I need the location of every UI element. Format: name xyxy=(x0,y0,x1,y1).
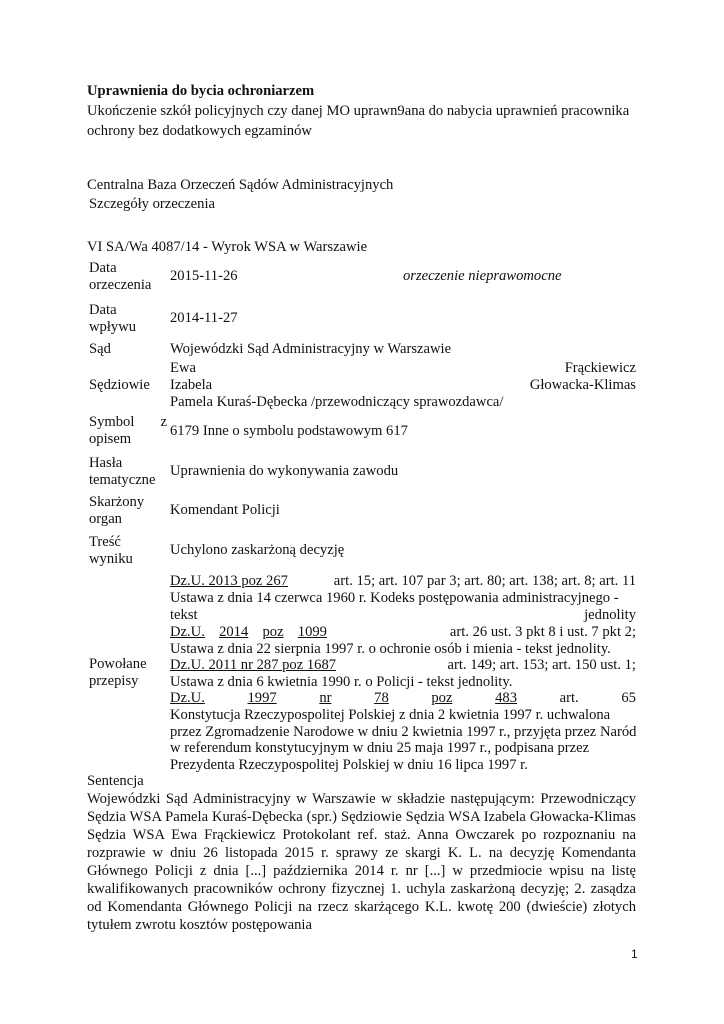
label-line: opisem xyxy=(89,431,132,447)
link-part[interactable]: Dz.U. xyxy=(170,624,205,640)
regulation-text: Prezydenta Rzeczypospolitej Polskiej w dniu 16 lipca 1997 r. xyxy=(170,757,528,773)
judge-last-name: Frąckiewicz xyxy=(564,360,636,376)
section-heading: Szczegóły orzeczenia xyxy=(89,196,215,212)
label-sedziowie: Sędziowie xyxy=(89,377,150,393)
regulation-text: przez Zgromadzenie Narodowe w dniu 2 kwietnia 1997 r., przyjęta przez Naród xyxy=(170,724,637,740)
link-part[interactable]: nr xyxy=(319,690,332,706)
value-data-wplywu: 2014-11-27 xyxy=(170,310,238,326)
regulation-articles: art. 26 ust. 3 pkt 8 i ust. 7 pkt 2; xyxy=(449,624,636,640)
regulation-row-2 xyxy=(170,624,636,641)
judge-first-name: Izabela xyxy=(170,377,213,393)
label-data-wplywu xyxy=(89,302,136,336)
regulation-link[interactable] xyxy=(170,624,327,641)
regulation-row-3 xyxy=(170,657,636,674)
judge-last-name: Głowacka-Klimas xyxy=(529,377,636,393)
regulation-link[interactable]: Dz.U. 2011 nr 287 poz 1687 xyxy=(170,657,337,673)
regulation-text: w referendum konstytucyjnym w dniu 25 maja 1997 r., podpisana przez xyxy=(170,740,590,756)
label-line: Treść xyxy=(89,534,121,550)
regulation-row xyxy=(170,607,636,624)
regulation-text: Ustawa z dnia 22 sierpnia 1997 r. o ochronie osób i mienia - tekst jednolity. xyxy=(170,641,611,657)
value-wynik: Uchylono zaskarżoną decyzję xyxy=(170,542,345,558)
link-part[interactable]: 1997 xyxy=(247,690,277,706)
value-symbol: 6179 Inne o symbolu podstawowym 617 xyxy=(170,423,408,439)
label-line: orzeczenia xyxy=(89,277,152,293)
link-part[interactable]: 2014 xyxy=(219,624,249,640)
regulation-word: jednolity xyxy=(584,607,636,623)
regulation-word: 65 xyxy=(621,690,636,706)
link-part[interactable]: poz xyxy=(262,624,284,640)
label-line: Hasła xyxy=(89,455,123,471)
label-line: Powołane xyxy=(89,656,147,672)
regulation-word: tekst xyxy=(170,607,198,623)
label-data-orzeczenia xyxy=(89,260,151,294)
regulation-text: Konstytucja Rzeczypospolitej Polskiej z dnia 2 kwietnia 1997 r. uchwalona xyxy=(170,707,611,723)
regulation-text: Ustawa z dnia 6 kwietnia 1990 r. o Policji - tekst jednolity. xyxy=(170,674,513,690)
judge-row-2 xyxy=(170,377,636,394)
link-part[interactable]: 1099 xyxy=(297,624,327,640)
judge-row-1 xyxy=(170,360,636,377)
source-name: Centralna Baza Orzeczeń Sądów Administracyjnych xyxy=(87,177,394,193)
label-sad: Sąd xyxy=(89,341,111,357)
link-part[interactable]: 483 xyxy=(495,690,517,706)
label-przepisy xyxy=(89,656,147,690)
sentencja-heading: Sentencja xyxy=(87,773,144,789)
label-line: tematyczne xyxy=(89,472,156,488)
label-line: wpływu xyxy=(89,319,137,335)
label-line: wyniku xyxy=(89,551,133,567)
value-sad: Wojewódzki Sąd Administracyjny w Warszawie xyxy=(170,341,452,357)
link-part[interactable]: 78 xyxy=(374,690,389,706)
regulation-articles: art. 149; art. 153; art. 150 ust. 1; xyxy=(447,657,636,673)
document-subtitle-line2: ochrony bez dodatkowych egzaminów xyxy=(87,123,312,139)
regulation-text: Ustawa z dnia 14 czerwca 1960 r. Kodeks postępowania administracyjnego - xyxy=(170,590,619,606)
label-line: organ xyxy=(89,511,122,527)
judge-first-name: Ewa xyxy=(170,360,196,376)
label-symbol xyxy=(89,414,167,448)
value-hasla: Uprawnienia do wykonywania zawodu xyxy=(170,463,399,479)
status-badge: orzeczenie nieprawomocne xyxy=(403,268,562,284)
case-title: VI SA/Wa 4087/14 - Wyrok WSA w Warszawie xyxy=(87,239,368,255)
regulation-row-4 xyxy=(170,690,636,707)
regulation-articles: art. 15; art. 107 par 3; art. 80; art. 138; art. 8; art. 11 xyxy=(333,573,636,589)
label-line: z xyxy=(160,414,167,430)
document-subtitle-line1: Ukończenie szkół policyjnych czy danej MO uprawn9ana do nabycia uprawnień pracownika xyxy=(87,103,630,119)
page-number: 1 xyxy=(631,947,638,961)
document-title: Uprawnienia do bycia ochroniarzem xyxy=(87,83,315,99)
regulation-row-1 xyxy=(170,573,636,590)
regulation-link[interactable]: Dz.U. 2013 poz 267 xyxy=(170,573,288,589)
label-line: Data xyxy=(89,260,117,276)
label-line: Skarżony xyxy=(89,494,145,510)
label-hasla xyxy=(89,455,155,489)
link-part[interactable]: Dz.U. xyxy=(170,690,205,706)
value-data-orzeczenia: 2015-11-26 xyxy=(170,268,238,284)
label-line: przepisy xyxy=(89,673,139,689)
sentencja-text: Wojewódzki Sąd Administracyjny w Warszawie w składzie następującym: Przewodniczący Sędzia WSA Pamela Kuraś-Dębecka (spr.) Sędziowie Sędzia WSA Izabela Głowacka-Klimas Sędzia WSA Ewa Frąckiewicz Protokolant ref. staż. Anna Owczarek po rozpoznaniu na rozprawie w dniu 26 listopada 2015 r. sprawy ze skargi K. L. na decyzję Komendanta Głównego Policji z dnia [...] października 2014 r. nr [...] w przedmiocie wpisu na listę kwalifikowanych pracowników ochrony fizycznej 1. uchyla zaskarżoną decyzję; 2. zasądza od Komendanta Głównego Policji na rzecz skarżącego K.L. kwotę 200 (dwieście) złotych tytułem zwrotu kosztów postępowania xyxy=(87,791,636,933)
link-part[interactable]: poz xyxy=(431,690,453,706)
label-line: Data xyxy=(89,302,117,318)
label-line: Symbol xyxy=(89,414,135,430)
label-organ xyxy=(89,494,144,528)
value-organ: Komendant Policji xyxy=(170,502,280,518)
judge-row-3: Pamela Kuraś-Dębecka /przewodniczący sprawozdawca/ xyxy=(170,394,504,410)
regulation-word: art. xyxy=(559,690,579,706)
label-wynik xyxy=(89,534,133,568)
